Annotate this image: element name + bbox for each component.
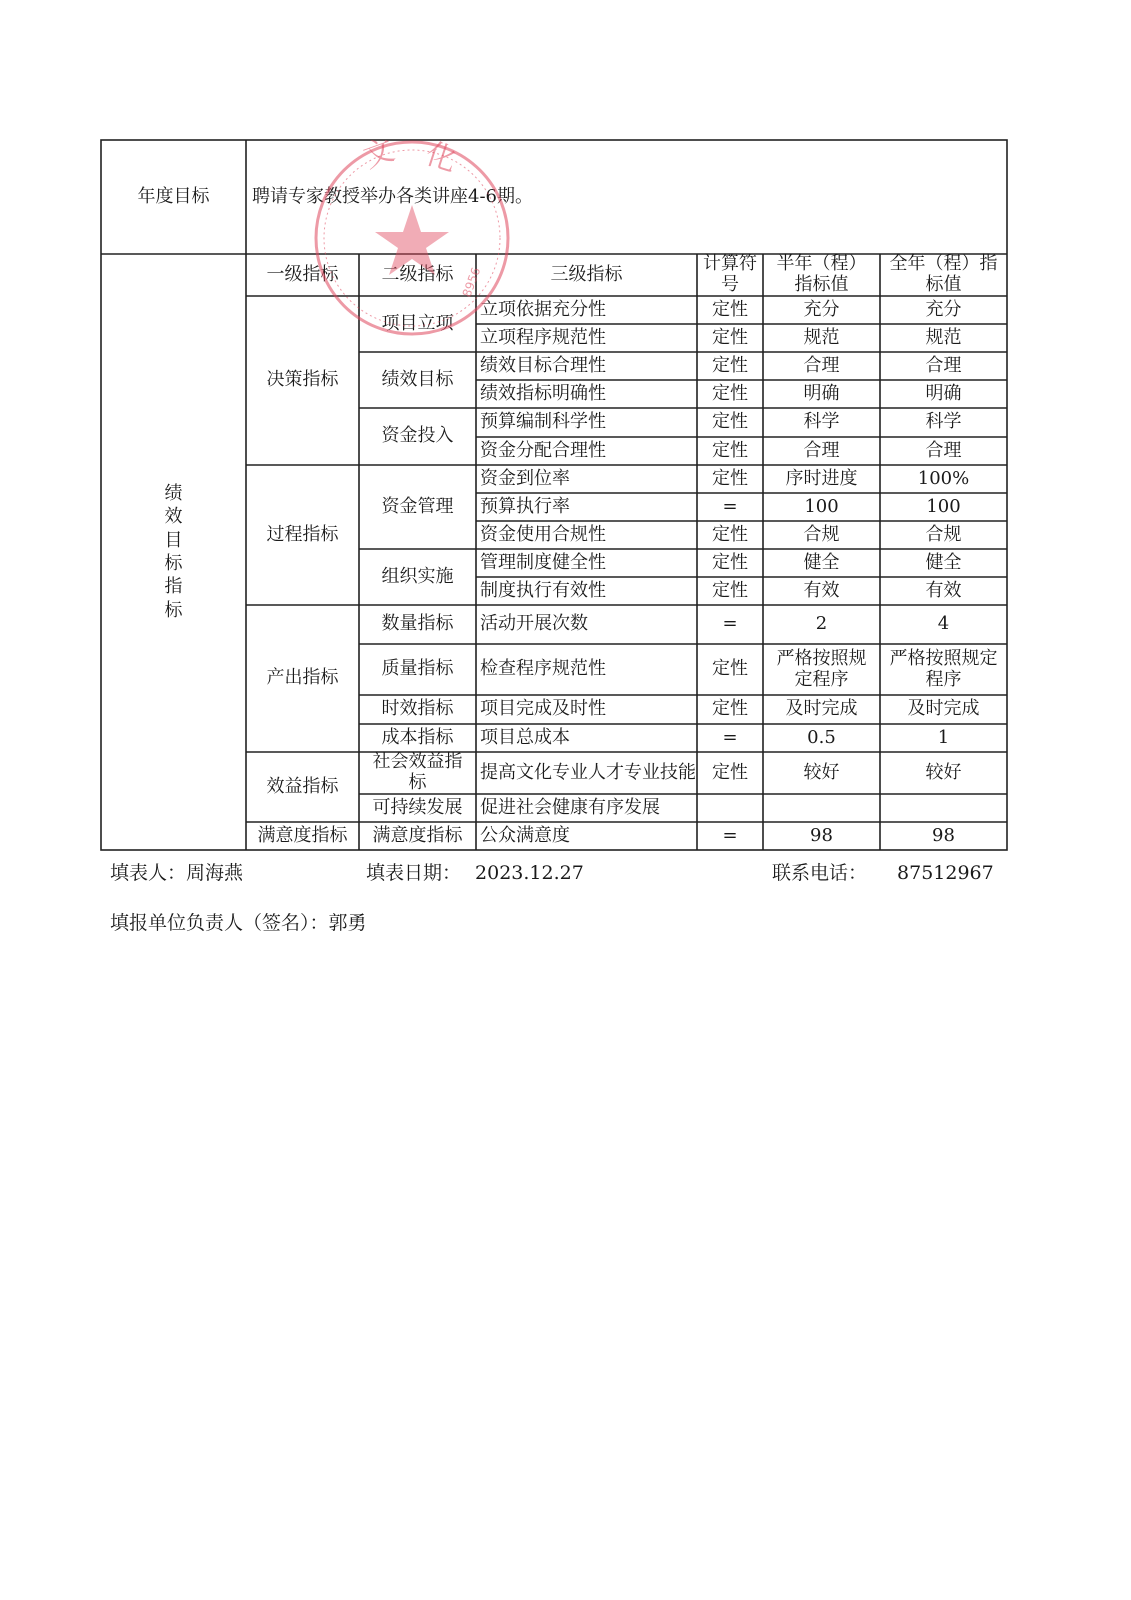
full-year-value: 有效 bbox=[925, 579, 962, 601]
header-operator: 计算符号 bbox=[703, 253, 757, 295]
half-year-value: 98 bbox=[810, 824, 833, 846]
level2-performance-goal: 绩效目标 bbox=[381, 368, 454, 390]
operator-cell: 定性 bbox=[712, 354, 748, 376]
operator-cell: 定性 bbox=[712, 326, 748, 348]
level3-indicator: 活动开展次数 bbox=[480, 613, 588, 635]
half-year-value: 合理 bbox=[803, 439, 840, 461]
level3-indicator: 制度执行有效性 bbox=[480, 579, 606, 601]
level2-fund-input: 资金投入 bbox=[381, 425, 454, 447]
fill-date bbox=[366, 858, 584, 885]
level3-indicator: 绩效指标明确性 bbox=[480, 382, 606, 404]
performance-section-label bbox=[101, 254, 246, 850]
half-year-value: 序时进度 bbox=[785, 467, 858, 489]
unit-leader bbox=[110, 908, 367, 935]
phone bbox=[772, 858, 994, 885]
half-year-value: 科学 bbox=[803, 411, 840, 433]
operator-cell: 定性 bbox=[712, 698, 748, 720]
full-year-value: 健全 bbox=[925, 551, 962, 573]
level2-project-setup: 项目立项 bbox=[381, 312, 454, 334]
half-year-value: 2 bbox=[815, 613, 828, 635]
half-year-value: 合规 bbox=[803, 523, 840, 545]
operator-cell: 定性 bbox=[712, 658, 748, 680]
full-year-value: 科学 bbox=[925, 411, 962, 433]
filler-name: 周海燕 bbox=[186, 862, 244, 884]
full-year-value: 98 bbox=[932, 824, 955, 846]
section-char: 标 bbox=[164, 553, 183, 574]
full-year-value: 明确 bbox=[925, 382, 962, 404]
operator-cell: = bbox=[722, 726, 738, 748]
header-level2: 二级指标 bbox=[381, 263, 454, 285]
half-year-value: 有效 bbox=[803, 579, 840, 601]
level2-satisfaction: 满意度指标 bbox=[372, 824, 463, 846]
level2-social-benefit: 社会效益指标 bbox=[372, 751, 463, 793]
phone-value: 87512967 bbox=[897, 862, 994, 884]
section-char: 指 bbox=[164, 576, 183, 598]
level3-indicator: 资金到位率 bbox=[480, 467, 570, 489]
header-level3: 三级指标 bbox=[550, 263, 623, 285]
operator-cell bbox=[697, 794, 763, 822]
half-year-value: 健全 bbox=[803, 551, 840, 573]
full-year-value: 及时完成 bbox=[907, 698, 980, 720]
operator-cell: = bbox=[722, 495, 738, 517]
header-full-year: 全年（程）指标值 bbox=[889, 253, 998, 295]
level3-indicator: 提高文化专业人才专业技能 bbox=[480, 761, 696, 783]
filler bbox=[110, 858, 243, 885]
operator-cell: 定性 bbox=[712, 382, 748, 404]
level3-indicator: 立项依据充分性 bbox=[480, 298, 606, 320]
full-year-value: 100 bbox=[926, 495, 961, 517]
operator-cell: = bbox=[722, 824, 738, 846]
level3-indicator: 预算执行率 bbox=[480, 495, 570, 517]
full-year-value bbox=[880, 794, 1007, 822]
header-level1: 一级指标 bbox=[266, 263, 339, 285]
level2-fund-management: 资金管理 bbox=[381, 495, 454, 517]
full-year-value: 规范 bbox=[925, 326, 962, 348]
half-year-value: 明确 bbox=[803, 382, 840, 404]
level3-indicator: 项目总成本 bbox=[480, 726, 570, 748]
half-year-value: 充分 bbox=[803, 298, 840, 320]
level3-indicator: 公众满意度 bbox=[480, 824, 570, 846]
level1-decision: 决策指标 bbox=[266, 369, 339, 391]
unit-leader-name: 郭勇 bbox=[328, 912, 367, 934]
full-year-value: 充分 bbox=[925, 298, 962, 320]
annual-goal-text: 聘请专家教授举办各类讲座4-6期。 bbox=[252, 185, 533, 207]
level1-benefit: 效益指标 bbox=[266, 775, 339, 797]
half-year-value: 100 bbox=[804, 495, 839, 517]
level3-indicator: 绩效目标合理性 bbox=[480, 354, 606, 376]
full-year-value: 严格按照规定程序 bbox=[889, 647, 998, 690]
half-year-value: 规范 bbox=[803, 326, 840, 348]
full-year-value: 合理 bbox=[925, 354, 962, 376]
level1-output: 产出指标 bbox=[266, 667, 339, 689]
operator-cell: = bbox=[722, 613, 738, 635]
annual-goal-label: 年度目标 bbox=[137, 185, 210, 207]
operator-cell: 定性 bbox=[712, 761, 748, 783]
full-year-value: 1 bbox=[937, 726, 950, 748]
half-year-value bbox=[763, 794, 880, 822]
level3-indicator: 资金分配合理性 bbox=[480, 439, 606, 461]
operator-cell: 定性 bbox=[712, 467, 748, 489]
half-year-value: 严格按照规定程序 bbox=[776, 647, 867, 690]
unit-leader-label: 填报单位负责人（签名）： bbox=[110, 912, 329, 934]
phone-label: 联系电话： bbox=[772, 862, 868, 884]
level2-quality: 质量指标 bbox=[381, 658, 454, 680]
operator-cell: 定性 bbox=[712, 298, 748, 320]
section-char: 目 bbox=[164, 529, 183, 551]
filler-label: 填表人： bbox=[110, 862, 187, 884]
level3-indicator: 促进社会健康有序发展 bbox=[480, 796, 660, 818]
operator-cell: 定性 bbox=[712, 411, 748, 433]
header-half-year: 半年（程）指标值 bbox=[776, 253, 867, 295]
fill-date-value: 2023.12.27 bbox=[475, 862, 584, 884]
level3-indicator: 预算编制科学性 bbox=[480, 411, 606, 433]
full-year-value: 4 bbox=[937, 613, 950, 635]
full-year-value: 合理 bbox=[925, 439, 962, 461]
full-year-value: 100% bbox=[917, 467, 970, 489]
svg-text:文: 文 bbox=[358, 132, 399, 176]
level2-timeliness: 时效指标 bbox=[381, 698, 454, 720]
operator-cell: 定性 bbox=[712, 523, 748, 545]
operator-cell: 定性 bbox=[712, 579, 748, 601]
level3-indicator: 项目完成及时性 bbox=[480, 698, 606, 720]
level3-indicator: 检查程序规范性 bbox=[480, 658, 606, 680]
level3-indicator: 资金使用合规性 bbox=[480, 523, 606, 545]
section-char: 效 bbox=[164, 506, 183, 528]
level2-quantity: 数量指标 bbox=[381, 613, 454, 635]
operator-cell: 定性 bbox=[712, 551, 748, 573]
half-year-value: 合理 bbox=[803, 354, 840, 376]
level2-cost: 成本指标 bbox=[381, 726, 454, 748]
half-year-value: 及时完成 bbox=[785, 698, 858, 720]
level1-satisfaction: 满意度指标 bbox=[257, 824, 348, 846]
level2-sustainability: 可持续发展 bbox=[372, 796, 463, 818]
level2-organization: 组织实施 bbox=[381, 565, 454, 587]
level3-indicator: 管理制度健全性 bbox=[480, 551, 606, 573]
svg-text:化: 化 bbox=[421, 136, 461, 179]
section-char: 标 bbox=[164, 599, 183, 621]
svg-text:8956: 8956 bbox=[459, 265, 484, 300]
fill-date-label: 填表日期： bbox=[366, 862, 462, 884]
half-year-value: 较好 bbox=[803, 761, 840, 783]
level1-process: 过程指标 bbox=[266, 523, 339, 545]
full-year-value: 合规 bbox=[925, 523, 962, 545]
full-year-value: 较好 bbox=[925, 761, 962, 783]
operator-cell: 定性 bbox=[712, 439, 748, 461]
section-char: 绩 bbox=[164, 482, 183, 504]
half-year-value: 0.5 bbox=[807, 726, 836, 748]
level3-indicator: 立项程序规范性 bbox=[480, 326, 606, 348]
